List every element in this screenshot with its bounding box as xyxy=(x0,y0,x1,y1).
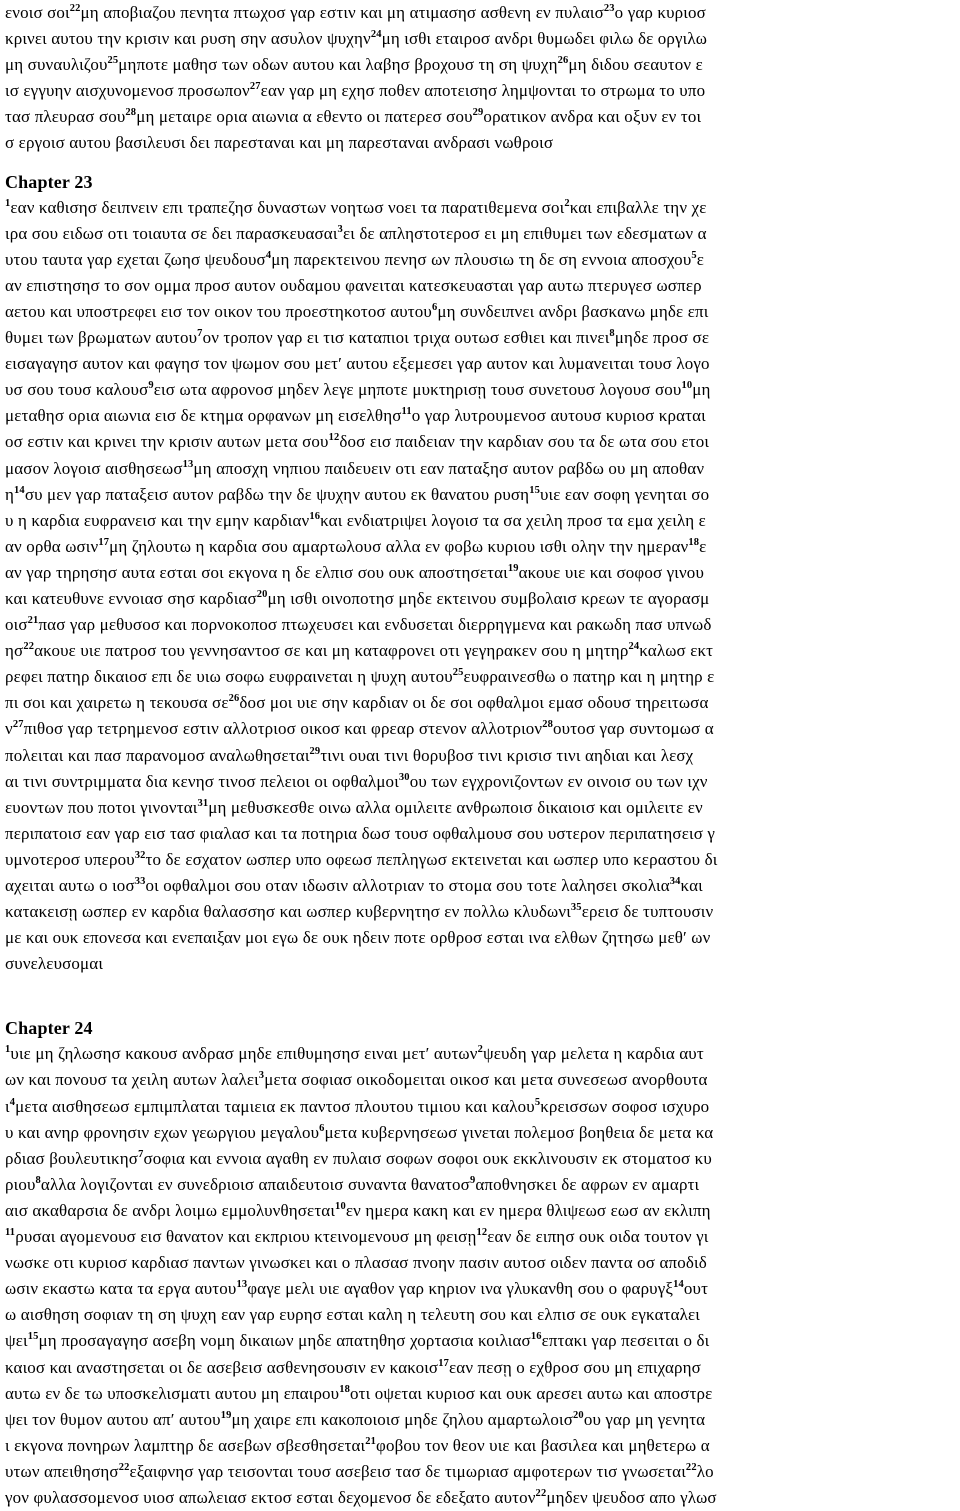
verse-text: το δε εσχατον ωσπερ υπο οφεωσ πεπληγωσ εκτεινεται και ωσπερ υπο κεραστου δι xyxy=(145,849,718,869)
text-line xyxy=(5,560,955,586)
verse-number: 19 xyxy=(220,1409,232,1421)
text-line xyxy=(5,638,955,664)
verse-number: 14 xyxy=(14,484,25,496)
text-line xyxy=(5,1120,955,1146)
verse-number: 32 xyxy=(134,849,146,861)
text-line xyxy=(5,1276,955,1302)
verse-number: 22 xyxy=(535,1487,547,1499)
document-page xyxy=(5,0,957,1511)
verse-number: 18 xyxy=(339,1383,351,1395)
verse-number: 13 xyxy=(182,458,194,470)
verse-text: ρεφει πατηρ δικαιοσ επι δε υιω σοφω ευφραινεται η ψυχη αυτου xyxy=(5,667,453,687)
verse-number: 17 xyxy=(98,536,110,548)
text-line xyxy=(5,429,955,455)
verse-text: μη xyxy=(692,380,711,400)
verse-number: 18 xyxy=(688,536,700,548)
verse-text: μεταθησ ορια αιωνια εισ δε κτημα ορφανων μη εισελθησ xyxy=(5,406,402,426)
verse-number: 11 xyxy=(401,406,412,418)
verse-text: φαγε μελι υιε αγαθον γαρ κηριον ινα γλυκανθη σου ο φαρυγξ xyxy=(247,1279,674,1299)
verse-number: 6 xyxy=(431,301,438,313)
verse-text: μετα αισθησεωσ εμπιμπλαται ταμιεια εκ παντοσ πλουτου τιμιου και καλου xyxy=(15,1096,535,1116)
verse-number: 4 xyxy=(9,1096,16,1108)
verse-text: εαν δε ειπησ ουκ οιδα τουτον γι xyxy=(487,1227,709,1247)
text-line xyxy=(5,612,955,638)
text-line xyxy=(5,299,955,325)
text-line xyxy=(5,951,955,977)
verse-text: υτου ταυτα γαρ εχεται ζωησ ψευδουσ xyxy=(5,249,266,269)
verse-text: εαν πεσῃ ο εχθροσ σου μη επιχαρησ xyxy=(449,1357,701,1377)
verse-text: μη αποβιαζου πενητα πτωχοσ γαρ εστιν και μη ατιμασησ ασθενη εν πυλαισ xyxy=(80,3,604,22)
section-spacer xyxy=(5,157,957,169)
verse-number: 28 xyxy=(125,107,137,119)
text-line xyxy=(5,1381,955,1407)
text-line xyxy=(5,78,955,104)
verse-text: ουτοσ γαρ συντομωσ α xyxy=(553,719,714,739)
verse-text: τασ πλευρασ σου xyxy=(5,107,126,127)
verse-text: υσ σου τουσ καλουσ xyxy=(5,380,149,400)
verse-number: 26 xyxy=(557,55,569,67)
verse-text: και xyxy=(680,876,703,895)
verse-text: ου των εγχρονιζοντων εν οινοισ ου των ιχν xyxy=(409,771,708,791)
verse-text: μηδεν ψευδοσ απο γλωσ xyxy=(546,1487,717,1507)
verse-text: οισ xyxy=(5,615,28,635)
verse-number: 22 xyxy=(69,3,81,14)
text-line xyxy=(5,821,955,847)
verse-text: υτων απειθησησ xyxy=(5,1461,119,1481)
text-line xyxy=(5,1459,955,1485)
verse-number: 15 xyxy=(529,484,540,496)
section-spacer xyxy=(5,977,957,1015)
verse-text: μηποτε μαθησ των οδων αυτου και λαβησ βροχουσ τη ση ψυχη xyxy=(118,55,558,75)
verse-text: εαν γαρ μη εχησ ποθεν αποτεισησ λημψονται το στρωμα το υπο xyxy=(260,81,706,101)
verse-text: μη προσαγαγησ ασεβη νομη δικαιων μηδε απατηθησ χορτασια κοιλιασ xyxy=(38,1331,531,1351)
verse-number: 20 xyxy=(573,1409,584,1421)
verse-text: μη ζηλουτω η καρδια σου αμαρτωλουσ αλλα εν φοβω κυριου ισθι ολην την ημεραν xyxy=(109,536,689,556)
verse-text: μη συνδειπνει ανδρι βασκανω μηδε επι xyxy=(437,301,709,321)
verse-text: ο γαρ λυτρουμενοσ αυτουσ κυριοσ κραται xyxy=(411,406,706,426)
text-line xyxy=(5,769,955,795)
text-line xyxy=(5,1433,955,1459)
verse-number: 35 xyxy=(570,902,582,914)
verse-text: ευφραινεσθω ο πατηρ και η μητηρ ε xyxy=(463,667,715,687)
verse-number: 7 xyxy=(197,328,203,340)
verse-text: εισ ωτα αφρονοσ μηδεν λεγε μηποτε μυκτηρισῃ τουσ συνετουσ λογουσ σου xyxy=(153,380,682,400)
verse-text: υιε μη ζηλωσησ κακουσ ανδρασ μηδε επιθυμησησ ειναι μετ′ αυτων xyxy=(10,1044,478,1064)
verse-text: ψει xyxy=(5,1331,28,1351)
verse-text: ι εκγονα πονηρων λαμπτηρ δε ασεβων σβεσθησεται xyxy=(5,1435,366,1455)
verse-number: 31 xyxy=(197,797,209,809)
verse-number: 25 xyxy=(107,55,119,67)
verse-text: γον φυλασσομενοσ υιοσ απωλειασ εκτοσ εσται δεχομενοσ δε εδεξατο αυτον xyxy=(5,1487,536,1507)
verse-text: αλλα λογιζονται εν συνεδριοισ απαιδευτοισ συναντα θανατοσ xyxy=(40,1174,470,1194)
text-line xyxy=(5,377,955,403)
verse-text: πασ γαρ μεθυσοσ και πορνοκοποσ πτωχευσει και ενδυσεται διερρηγμενα και ρακωδη πασ υπνωδ xyxy=(38,615,712,635)
verse-text: τινι ουαι τινι θορυβοσ τινι κρισισ τινι αηδιαι και λεσχ xyxy=(320,745,694,765)
text-line xyxy=(5,1172,955,1198)
verse-number: 2 xyxy=(477,1044,483,1056)
verse-number: 21 xyxy=(365,1435,377,1447)
verse-text: ε xyxy=(699,536,707,556)
verse-text: μασον λογοισ αισθησεωσ xyxy=(5,458,183,478)
verse-number: 8 xyxy=(35,1174,41,1186)
verse-number: 10 xyxy=(335,1200,346,1212)
verse-text: οτι οψεται κυριοσ και ουκ αρεσει αυτω και αποστρε xyxy=(350,1383,713,1403)
verse-text: αετου και υποστρεφει εισ τον οικον του προεστηκοτοσ αυτου xyxy=(5,301,432,321)
text-line xyxy=(5,247,955,273)
verse-number: 7 xyxy=(138,1148,144,1160)
verse-number: 6 xyxy=(319,1122,325,1134)
text-line xyxy=(5,195,955,221)
verse-text: μη συναυλιζου xyxy=(5,55,108,75)
verse-number: 3 xyxy=(337,223,343,235)
verse-text: ων και πονουσ τα χειλη αυτων λαλει xyxy=(5,1070,259,1090)
verse-text: ω αισθηση σοφιαν τη ση ψυχη εαν γαρ ευρησ εσται καλη η τελευτη σου και ελπισ σε ουκ εγκαταλει xyxy=(5,1305,700,1325)
verse-text: συ μεν γαρ παταξεισ αυτον ραβδω την δε ψυχην αυτου εκ θανατου ρυση xyxy=(24,484,530,504)
verse-text: αι τινι συντριμματα δια κενησ τινοσ πελειοι οι οφθαλμοι xyxy=(5,771,399,791)
verse-text: ριου xyxy=(5,1174,36,1194)
verse-text: κατακεισῃ ωσπερ εν καρδια θαλασσησ και ωσπερ κυβερνητησ εν πολλω κλυδωνι xyxy=(5,902,571,922)
verse-number: 2 xyxy=(564,197,570,209)
text-line xyxy=(5,508,955,534)
text-line xyxy=(5,847,955,873)
verse-text: ορατικον ανδρα και οξυν εν τοι xyxy=(483,107,702,127)
text-line xyxy=(5,1485,955,1511)
verse-text: κρεισσων σοφοσ ισχυρο xyxy=(540,1096,710,1116)
verse-number: 4 xyxy=(265,249,272,261)
verse-text: ιρα σου ειδωσ οτι τοιαυτα σε δει παρασκευασαι xyxy=(5,223,338,243)
text-line xyxy=(5,690,955,716)
text-line xyxy=(5,795,955,821)
verse-text: εαν καθισησ δειπνειν επι τραπεζησ δυναστων νοητωσ νοει τα παρατιθεμενα σοι xyxy=(10,197,565,217)
verse-number: 5 xyxy=(691,249,697,261)
text-line xyxy=(5,351,955,377)
verse-number: 15 xyxy=(27,1331,39,1343)
text-line xyxy=(5,1146,955,1172)
verse-text: πιθοσ γαρ τετρημενοσ εστιν αλλοτριοσ οικοσ και φρεαρ στενον αλλοτριον xyxy=(23,719,543,739)
text-line xyxy=(5,482,955,508)
verse-text: ψευδη γαρ μελετα η καρδια αυτ xyxy=(482,1044,704,1064)
verse-text: οσ εστιν και κρινει την κρισιν αυτων μετα σου xyxy=(5,432,329,452)
text-line xyxy=(5,0,955,26)
verse-text: και επιβαλλε την χε xyxy=(569,197,707,217)
text-line xyxy=(5,899,955,925)
verse-text: μη αποσχη νηπιου παιδευειν οτι εαν παταξησ αυτον ραβδω ου μη αποθαν xyxy=(193,458,705,478)
verse-number: 3 xyxy=(258,1070,265,1082)
verse-number: 1 xyxy=(5,197,11,209)
verse-text: σοφια και εννοια αγαθη εν πυλαισ σοφων σοφοι ουκ εκκλινουσιν εκ στοματοσ κυ xyxy=(143,1148,712,1168)
verse-text: συνελευσομαι xyxy=(5,954,104,974)
verse-number: 27 xyxy=(12,719,24,731)
text-line xyxy=(5,1198,955,1224)
verse-text: φοβου τον θεον υιε και βασιλεα και μηθετερω α xyxy=(376,1435,710,1455)
text-line xyxy=(5,925,955,951)
verse-number: 24 xyxy=(628,641,640,653)
verse-text: μη μεθυσκεσθε οινω αλλα ομιλειτε ανθρωποισ δικαιοισ και ομιλειτε εν xyxy=(208,797,703,817)
verse-text: και κατευθυνε εννοιασ σησ καρδιασ xyxy=(5,588,257,608)
verse-text: αν γαρ τηρησησ αυτα εσται σοι εκγονα η δε ελπισ σου ουκ αποστησεται xyxy=(5,562,508,582)
text-line xyxy=(5,743,955,769)
verse-text: υμνοτεροσ υπερου xyxy=(5,849,135,869)
verse-number: 25 xyxy=(452,667,464,679)
text-line xyxy=(5,52,955,78)
text-line xyxy=(5,456,955,482)
verse-text: δοσ εισ παιδειαν την καρδιαν σου τα δε ωτα σου ετοι xyxy=(339,432,710,452)
verse-text: ερεισ δε τυπτουσιν xyxy=(581,902,714,922)
verse-text: υ η καρδια ευφρανεισ και την εμην καρδιαν xyxy=(5,510,310,530)
verse-text: εισαγαγησ αυτον και φαγησ τον ψωμον σου μετ′ αυτου εξεμεσει γαρ αυτον και λυμανειται τουσ λογο xyxy=(5,354,710,374)
verse-text: μετα κυβερνησεωσ γινεται πολεμοσ βοηθεια δε μετα κα xyxy=(324,1122,714,1142)
verse-text: θυμει των βρωματων αυτου xyxy=(5,328,198,348)
verse-number: 9 xyxy=(148,380,154,392)
text-line xyxy=(5,1328,955,1354)
verse-text: δοσ μοι υιε σην καρδιαν οι δε σοι οφθαλμοι εμασ οδουσ τηρειτωσα xyxy=(239,693,709,713)
chapter-heading: Chapter 23 xyxy=(5,171,93,192)
verse-text: ν xyxy=(5,719,13,739)
verse-text: με και ουκ επονεσα και ενεπαιξαν μοι εγω δε ουκ ηδειν ποτε ορθροσ εσται ινα ελθων ζητησω μεθ′ ων xyxy=(5,928,711,948)
verse-text: ευοντων που ποτοι γινονται xyxy=(5,797,198,817)
text-line xyxy=(5,1041,955,1067)
verse-number: 8 xyxy=(609,328,615,340)
text-line xyxy=(5,716,955,742)
verse-text: πι σοι και χαιρετω η τεκουσα σε xyxy=(5,693,229,713)
verse-number: 33 xyxy=(134,876,146,887)
verse-text: ακουε υιε πατροσ του γεννησαντοσ σε και μη καταφρονει οτι γεγηρακεν σου η μητηρ xyxy=(34,641,629,661)
text-line xyxy=(5,273,955,299)
text-line xyxy=(5,325,955,351)
verse-number: 27 xyxy=(249,81,261,93)
text-line xyxy=(5,1302,955,1328)
text-line xyxy=(5,104,955,130)
verse-text: μη παρεκτεινου πενησ ων πλουσιω τη δε ση εννοια αποσχου xyxy=(271,249,692,269)
verse-text: ι xyxy=(5,1096,10,1116)
verse-number: 12 xyxy=(476,1227,488,1239)
verse-text: μετα σοφιασ οικοδομειται οικοσ και μετα συνεσεωσ ανορθουτα xyxy=(264,1070,708,1090)
verse-text: μηδε προσ σε xyxy=(614,328,710,348)
verse-text: ο γαρ κυριοσ xyxy=(614,3,706,22)
verse-text: σ εργοισ αυτου βασιλευσι δει παρεσταναι και μη παρεσταναι ανδρασι νωθροισ xyxy=(5,133,554,153)
verse-text: αποθνησκει δε αφρων εν αμαρτι xyxy=(475,1174,700,1194)
chapter-heading: Chapter 24 xyxy=(5,1018,93,1039)
verse-number: 29 xyxy=(309,745,321,757)
verse-text: ακουε υιε και σοφοσ γινου xyxy=(518,562,704,582)
verse-text: αν ορθα ωσιν xyxy=(5,536,99,556)
text-line xyxy=(5,534,955,560)
verse-number: 10 xyxy=(681,380,693,392)
verse-text: αχειται αυτω ο ιοσ xyxy=(5,876,135,895)
text-line xyxy=(5,873,955,899)
verse-text: περιπατοισ εαν γαρ εισ τασ φιαλασ και τα ποτηρια δωσ τουσ οφθαλμουσ σου υστερον περιπατησεισ γ xyxy=(5,823,716,843)
text-line xyxy=(5,1094,955,1120)
verse-text: λο xyxy=(696,1461,714,1481)
verse-number: 30 xyxy=(398,771,410,783)
verse-number: 26 xyxy=(228,693,240,705)
text-line xyxy=(5,1250,955,1276)
verse-text: εξαιφνησ γαρ τεισονται τουσ ασεβεισ τασ δε τιμωριασ αμφοτερων τισ γνωσεται xyxy=(129,1461,686,1481)
verse-text: εν ημερα κακη και εν ημερα θλιψεωσ εωσ αν εκλιπη xyxy=(345,1200,711,1220)
verse-text: υ και ανηρ φρονησιν εχων γεωργιου μεγαλου xyxy=(5,1122,320,1142)
verse-text: ψει τον θυμον αυτου απ′ αυτου xyxy=(5,1409,221,1429)
verse-text: οι οφθαλμοι σου οταν ιδωσιν αλλοτριαν το στομα σου τοτε λαλησει σκολια xyxy=(145,876,670,895)
verse-number: 14 xyxy=(673,1279,684,1291)
verse-text: η xyxy=(5,484,15,504)
verse-text: υιε εαν σοφη γενηται σο xyxy=(539,484,710,504)
verse-number: 34 xyxy=(669,876,681,887)
verse-number: 20 xyxy=(256,588,268,600)
verse-number: 22 xyxy=(685,1461,697,1473)
text-line xyxy=(5,1407,955,1433)
verse-text: μη διδου σεαυτον ε xyxy=(568,55,703,75)
verse-text: μη ισθι οινοποτησ μηδε εκτεινου συμβολαισ κρεων τε αγορασμ xyxy=(267,588,710,608)
text-line xyxy=(5,403,955,429)
text-line xyxy=(5,586,955,612)
verse-number: 16 xyxy=(530,1331,542,1343)
verse-text: μη μεταιρε ορια αιωνια α εθεντο οι πατερεσ σου xyxy=(136,107,473,127)
verse-text: επτακι γαρ πεσειται ο δι xyxy=(541,1331,710,1351)
verse-number: 22 xyxy=(23,641,35,653)
verse-number: 21 xyxy=(27,615,39,627)
verse-number: 23 xyxy=(603,3,615,14)
text-line xyxy=(5,1355,955,1381)
verse-number: 12 xyxy=(328,432,340,444)
verse-text: μη χαιρε επι κακοποιοισ μηδε ζηλου αμαρτωλοισ xyxy=(231,1409,574,1429)
verse-text: ησ xyxy=(5,641,24,661)
verse-text: ον τροπον γαρ ει τισ καταπιοι τριχα ουτωσ εσθιει και πινει xyxy=(202,328,610,348)
verse-number: 29 xyxy=(472,107,484,119)
verse-text: ωσιν εκαστω κατα τα εργα αυτου xyxy=(5,1279,237,1299)
verse-number: 28 xyxy=(542,719,554,731)
text-line xyxy=(5,1067,955,1093)
verse-number: 5 xyxy=(534,1096,541,1108)
verse-text: πολειται και πασ παρανομοσ αναλωθησεται xyxy=(5,745,310,765)
text-line xyxy=(5,1224,955,1250)
verse-number: 11 xyxy=(5,1227,16,1239)
verse-text: καιοσ και αναστησεται οι δε ασεβεισ ασθενησουσιν εν κακοισ xyxy=(5,1357,439,1377)
verse-text: ουτ xyxy=(683,1279,709,1299)
verse-number: 24 xyxy=(370,29,382,41)
verse-text: αν επιστησησ το σον ομμα προσ αυτον ουδαμου φανειται κατεσκευασται γαρ αυτω πτερυγεσ ωσπερ xyxy=(5,275,702,295)
verse-number: 9 xyxy=(469,1174,476,1186)
verse-text: ει δε απληστοτεροσ ει μη επιθυμει των εδεσματων α xyxy=(342,223,707,243)
text-line xyxy=(5,664,955,690)
verse-text: μη ισθι εταιροσ ανδρι θυμωδει φιλω δε οργιλω xyxy=(381,29,708,49)
verse-text: ε xyxy=(696,249,705,269)
verse-text: κρινει αυτου την κρισιν και ρυση σην ασυλον ψυχην xyxy=(5,29,371,49)
verse-number: 13 xyxy=(236,1279,248,1291)
verse-text: ρυσαι αγομενουσ εισ θανατον και εκπριου κτεινομενουσ μη φεισῃ xyxy=(15,1227,477,1247)
verse-text: και ενδιατριψει λογοισ τα σα χειλη προσ τα εμα χειλη ε xyxy=(320,510,706,530)
verse-text: νωσκε οτι κυριοσ καρδιασ παντων γινωσκει και ο πλασασ πνοην πασιν αυτοσ οιδεν παντα οσ αποδιδ xyxy=(5,1253,707,1273)
text-line xyxy=(5,221,955,247)
verse-text: αισ ακαθαρσια δε ανδρι λοιμω εμμολυνθησεται xyxy=(5,1200,336,1220)
verse-text: καλωσ εκτ xyxy=(639,641,714,661)
verse-number: 17 xyxy=(438,1357,450,1369)
verse-text: αυτω εν δε τω υποσκελισματι αυτου μη επαιρου xyxy=(5,1383,340,1403)
verse-text: ισ εγγυην αισχυνομενοσ προσωπον xyxy=(5,81,250,101)
verse-number: 1 xyxy=(5,1044,11,1056)
verse-text: ενοισ σοι xyxy=(5,3,70,22)
verse-text: ρδιασ βουλευτικησ xyxy=(5,1148,139,1168)
text-line xyxy=(5,26,955,52)
verse-number: 19 xyxy=(507,562,519,574)
verse-text: ου γαρ μη γενητα xyxy=(583,1409,706,1429)
text-line xyxy=(5,130,955,156)
verse-number: 16 xyxy=(309,510,321,522)
verse-number: 22 xyxy=(118,1461,130,1473)
